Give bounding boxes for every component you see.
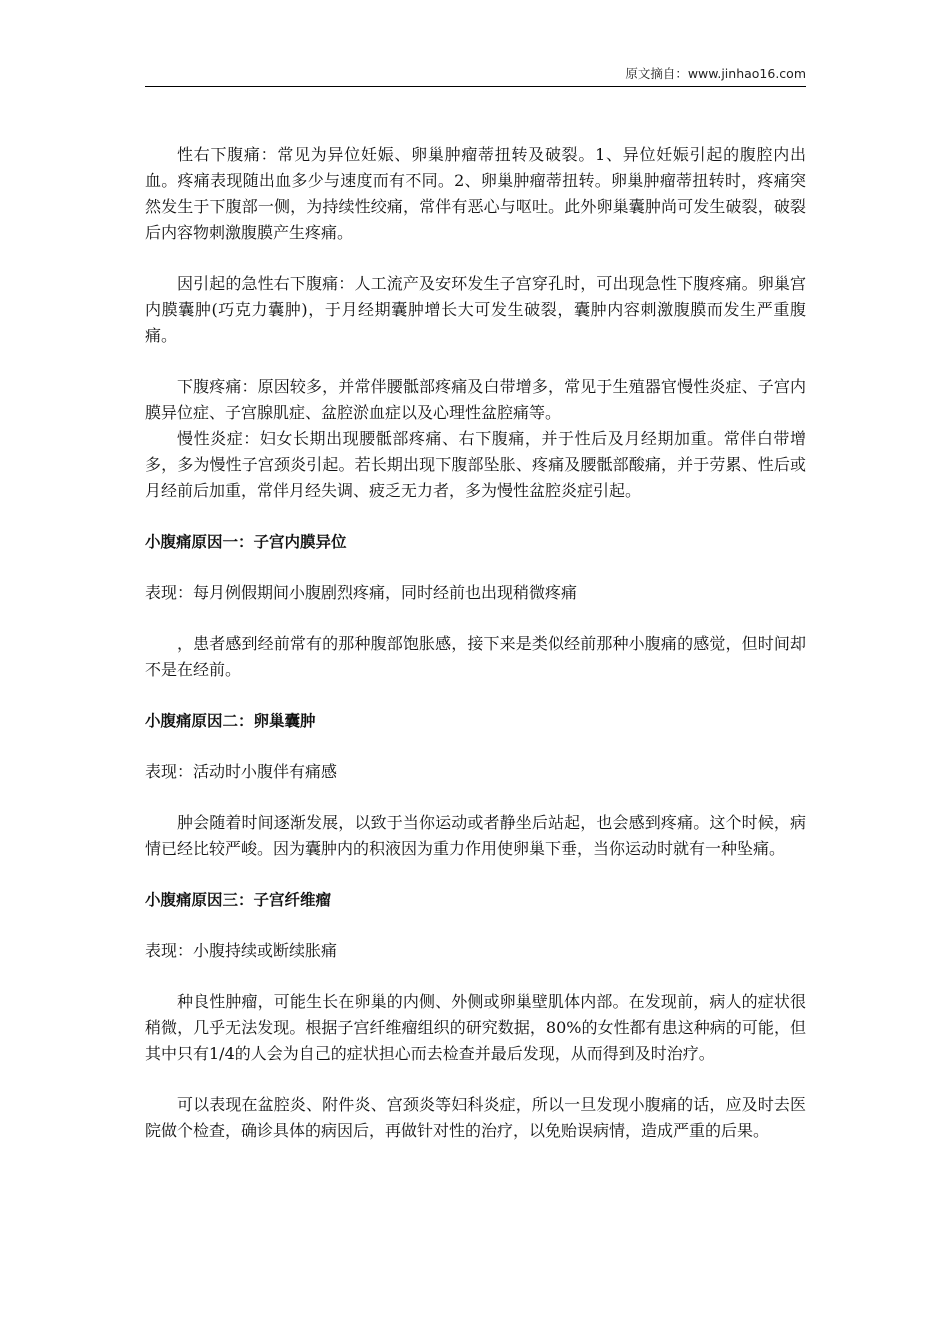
paragraph-chronic-inflammation: 慢性炎症：妇女长期出现腰骶部疼痛、右下腹痛，并于性后及月经期加重。常伴白带增多，多为慢性子宫颈炎引起。若长期出现下腹部坠胀、疼痛及腰骶部酸痛，并于劳累、性后或月经前后加重，常伴月经失调、疲乏无力者，多为慢性盆腔炎症引起。 (145, 429, 806, 500)
section-heading-fibroids: 小腹痛原因三：子宫纤维瘤 (145, 891, 332, 909)
paragraph-ovarian-cyst-detail: 肿会随着时间逐渐发展，以致于当你运动或者静坐后站起，也会感到疼痛。这个时候，病情已经比较严峻。因为囊肿内的积液因为重力作用使卵巢下垂，当你运动时就有一种坠痛。 (145, 813, 806, 858)
paragraph-surgery-pain: 因引起的急性右下腹痛：人工流产及安环发生子宫穿孔时，可出现急性下腹疼痛。卵巢宫内膜囊肿(巧克力囊肿)，于月经期囊肿增长大可发生破裂，囊肿内容刺激腹膜而发生严重腹痛。 (145, 274, 806, 345)
section-heading-endometriosis: 小腹痛原因一：子宫内膜异位 (145, 533, 347, 551)
paragraph-acute-pain-causes: 性右下腹痛：常见为异位妊娠、卵巢肿瘤蒂扭转及破裂。1、异位妊娠引起的腹腔内出血。疼痛表现随出血多少与速度而有不同。2、卵巢肿瘤蒂扭转。卵巢肿瘤蒂扭转时，疼痛突然发生于下腹部一侧，为持续性绞痛，常伴有恶心与呕吐。此外卵巢囊肿尚可发生破裂，破裂后内容物刺激腹膜产生疼痛。 (145, 145, 806, 242)
paragraph-fibroids-detail: 种良性肿瘤，可能生长在卵巢的内侧、外侧或卵巢壁肌体内部。在发现前，病人的症状很稍微，几乎无法发现。根据子宫纤维瘤组织的研究数据，80%的女性都有患这种病的可能，但其中只有1/4的人会为自己的症状担心而去检查并最后发现，从而得到及时治疗。 (145, 992, 806, 1063)
symptom-ovarian-cyst: 表现：活动时小腹伴有痛感 (145, 762, 338, 781)
paragraph-lower-abdominal-pain: 下腹疼痛：原因较多，并常伴腰骶部疼痛及白带增多，常见于生殖器官慢性炎症、子宫内膜异位症、子宫腺肌症、盆腔淤血症以及心理性盆腔痛等。 (145, 377, 806, 422)
page-header (145, 62, 806, 87)
section-heading-ovarian-cyst: 小腹痛原因二：卵巢囊肿 (145, 712, 316, 730)
paragraph-conclusion: 可以表现在盆腔炎、附件炎、宫颈炎等妇科炎症，所以一旦发现小腹痛的话，应及时去医院做个检查，确诊具体的病因后，再做针对性的治疗，以免贻误病情，造成严重的后果。 (145, 1095, 806, 1140)
symptom-fibroids: 表现：小腹持续或断续胀痛 (145, 941, 338, 960)
document-body (145, 142, 806, 1144)
paragraph-endometriosis-detail: ，患者感到经前常有的那种腹部饱胀感，接下来是类似经前那种小腹痛的感觉，但时间却不是在经前。 (145, 634, 806, 679)
source-attribution: 原文摘自：www.jinhao16.com (625, 66, 806, 81)
symptom-endometriosis: 表现：每月例假期间小腹剧烈疼痛，同时经前也出现稍微疼痛 (145, 583, 578, 602)
